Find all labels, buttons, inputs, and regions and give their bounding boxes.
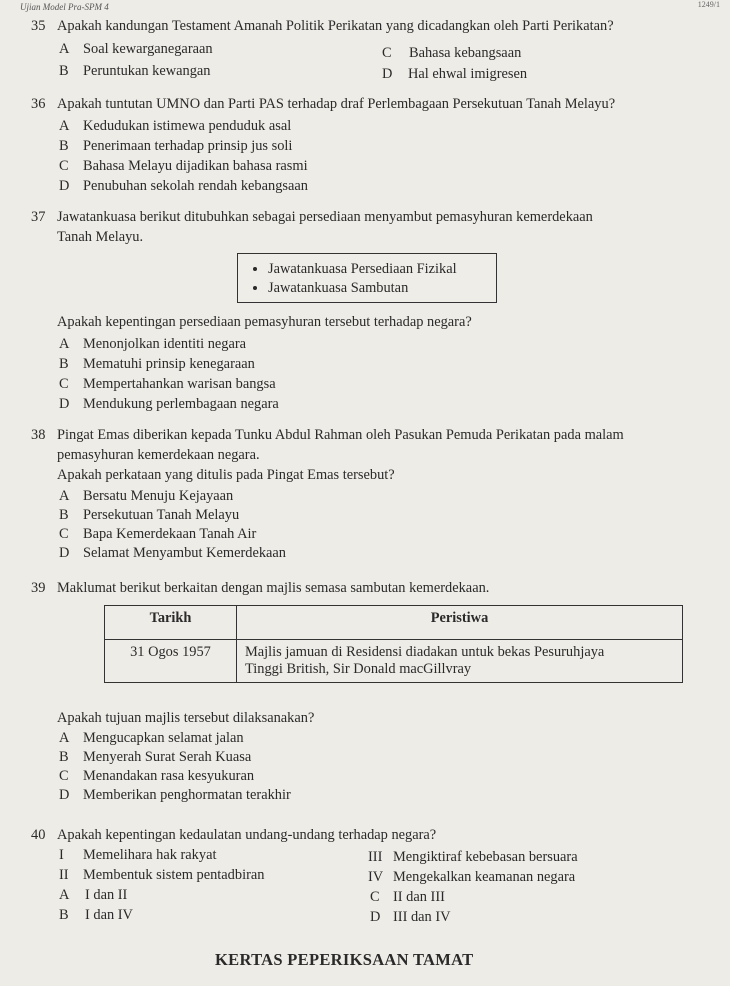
q39-option-d-label: D [59, 787, 70, 803]
q37-stem-line1: Jawatankuasa berikut ditubuhkan sebagai persediaan menyambut pemasyhuran kemerdekaan [57, 209, 593, 225]
q35-number: 35 [31, 18, 46, 34]
table-row [105, 640, 683, 683]
q39-option-b-label: B [59, 749, 69, 765]
q35-option-a-label: A [59, 41, 70, 57]
table-event-line1: Majlis jamuan di Residensi diadakan untuk bekas Pesuruhjaya [245, 644, 605, 660]
q40-statement-iv-label: IV [368, 869, 384, 885]
q38-option-d: Selamat Menyambut Kemerdekaan [83, 545, 286, 561]
q38-option-a: Bersatu Menuju Kejayaan [83, 488, 234, 504]
q36-option-d: Penubuhan sekolah rendah kebangsaan [83, 178, 308, 194]
q39-option-c-label: C [59, 768, 69, 784]
q40-statement-iii-label: III [368, 849, 383, 865]
q35-option-c: Bahasa kebangsaan [409, 45, 522, 61]
q38-stem-line1: Pingat Emas diberikan kepada Tunku Abdul Rahman oleh Pasukan Pemuda Perikatan pada malam [57, 427, 624, 443]
q37-box-item: • Jawatankuasa Sambutan [268, 279, 496, 298]
q40-number: 40 [31, 827, 46, 843]
q37-number: 37 [31, 209, 46, 225]
table-cell-event [237, 640, 683, 683]
q36-option-b-label: B [59, 138, 69, 154]
q39-number: 39 [31, 580, 46, 596]
q39-option-b: Menyerah Surat Serah Kuasa [83, 749, 252, 765]
q36-option-c: Bahasa Melayu dijadikan bahasa rasmi [83, 158, 308, 174]
q39-option-a-label: A [59, 730, 70, 746]
q37-info-box [237, 253, 497, 303]
q36-option-a: Kedudukan istimewa penduduk asal [83, 118, 292, 134]
q38-option-d-label: D [59, 545, 70, 561]
q40-statement-iii: Mengiktiraf kebebasan bersuara [393, 849, 578, 865]
q40-option-a: I dan II [85, 887, 128, 903]
q38-option-b-label: B [59, 507, 69, 523]
q35-option-d: Hal ehwal imigresen [408, 66, 528, 82]
q36-option-b: Penerimaan terhadap prinsip jus soli [83, 138, 293, 154]
q35-stem: Apakah kandungan Testament Amanah Politik Perikatan yang dicadangkan oleh Parti Perikatan? [57, 18, 614, 34]
q37-option-c: Mempertahankan warisan bangsa [83, 376, 276, 392]
q38-option-c: Bapa Kemerdekaan Tanah Air [83, 526, 257, 542]
q37-option-a: Menonjolkan identiti negara [83, 336, 247, 352]
table-event-line2: Tinggi British, Sir Donald macGillvray [245, 661, 472, 677]
end-of-paper-text: KERTAS PEPERIKSAAN TAMAT [215, 950, 474, 969]
q40-option-d-label: D [370, 909, 381, 925]
q39-question: Apakah tujuan majlis tersebut dilaksanakan? [57, 710, 315, 726]
q35-option-c-label: C [382, 45, 392, 61]
q37-option-a-label: A [59, 336, 70, 352]
q39-option-a: Mengucapkan selamat jalan [83, 730, 244, 746]
q38-question: Apakah perkataan yang ditulis pada Pingat Emas tersebut? [57, 467, 395, 483]
q39-option-d: Memberikan penghormatan terakhir [83, 787, 291, 803]
q40-option-b: I dan IV [85, 907, 133, 923]
q40-stem: Apakah kepentingan kedaulatan undang-undang terhadap negara? [57, 827, 437, 843]
q40-statement-ii: Membentuk sistem pentadbiran [83, 867, 265, 883]
q39-option-c: Menandakan rasa kesyukuran [83, 768, 255, 784]
q37-option-c-label: C [59, 376, 69, 392]
q39-stem: Maklumat berikut berkaitan dengan majlis semasa sambutan kemerdekaan. [57, 580, 490, 596]
q35-option-d-label: D [382, 66, 393, 82]
table-header-event: Peristiwa [237, 606, 683, 640]
q37-option-d-label: D [59, 396, 70, 412]
q36-stem: Apakah tuntutan UMNO dan Parti PAS terhadap draf Perlembagaan Persekutuan Tanah Melayu? [57, 96, 616, 112]
q37-question: Apakah kepentingan persediaan pemasyhuran tersebut terhadap negara? [57, 314, 472, 330]
q40-statement-ii-label: II [59, 867, 69, 883]
q38-option-a-label: A [59, 488, 70, 504]
q38-option-c-label: C [59, 526, 69, 542]
q40-option-d: III dan IV [393, 909, 451, 925]
q37-option-b: Mematuhi prinsip kenegaraan [83, 356, 255, 372]
q40-option-b-label: B [59, 907, 69, 923]
q40-option-a-label: A [59, 887, 70, 903]
q37-stem-line2: Tanah Melayu. [57, 229, 144, 245]
q35-option-b-label: B [59, 63, 69, 79]
q37-option-b-label: B [59, 356, 69, 372]
q40-option-c-label: C [370, 889, 380, 905]
q37-box-item: • Jawatankuasa Persediaan Fizikal [268, 260, 496, 279]
q36-number: 36 [31, 96, 46, 112]
q35-option-a: Soal kewarganegaraan [83, 41, 213, 57]
header-title: Ujian Model Pra-SPM 4 [20, 2, 109, 12]
table-cell-date: 31 Ogos 1957 [105, 640, 237, 683]
q40-statement-i-label: I [59, 847, 64, 863]
q36-option-a-label: A [59, 118, 70, 134]
table-header-date: Tarikh [105, 606, 237, 640]
q36-option-c-label: C [59, 158, 69, 174]
q37-option-d: Mendukung perlembagaan negara [83, 396, 279, 412]
q38-stem-line2: pemasyhuran kemerdekaan negara. [57, 447, 260, 463]
q40-statement-iv: Mengekalkan keamanan negara [393, 869, 576, 885]
q36-option-d-label: D [59, 178, 70, 194]
q38-option-b: Persekutuan Tanah Melayu [83, 507, 240, 523]
q35-option-b: Peruntukan kewangan [83, 63, 211, 79]
header-code: 1249/1 [697, 0, 720, 9]
q38-number: 38 [31, 427, 46, 443]
q40-option-c: II dan III [393, 889, 445, 905]
q39-info-table [104, 605, 683, 683]
q40-statement-i: Memelihara hak rakyat [83, 847, 217, 863]
